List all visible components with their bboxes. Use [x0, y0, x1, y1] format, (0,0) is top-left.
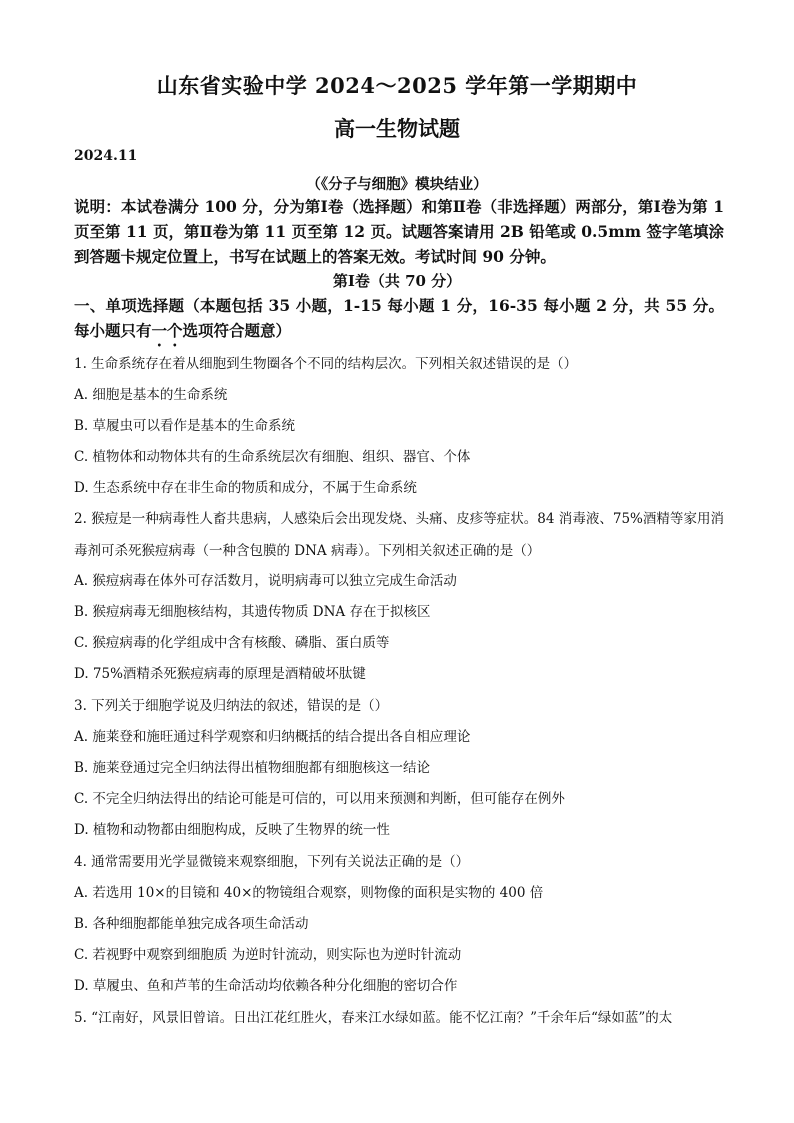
question-3-option-d: D. 植物和动物都由细胞构成，反映了生物界的统一性 [74, 822, 390, 838]
exam-title: 山东省实验中学 2024～2025 学年第一学期期中 [156, 73, 638, 98]
exam-instructions: 说明：本试卷满分 100 分，分为第Ⅰ卷（选择题）和第Ⅱ卷（非选择题）两部分，第Ⅰ卷为第 1 页至第 11 页，第Ⅱ卷为第 11 页至第 12 页。试题答案请用 2B 铅笔或 0.5mm 签字笔填涂到答题卡规定位置上，书写在试题上的答案无效。考试时间 90 分钟。 [74, 197, 724, 266]
question-4-stem: 4. 通常需要用光学显微镜来观察细胞，下列有关说法正确的是（） [74, 854, 470, 870]
question-4-option-a: A. 若选用 10×的目镜和 40×的物镜组合观察，则物像的面积是实物的 400 倍 [74, 885, 544, 901]
exam-subtitle: 高一生物试题 [334, 116, 460, 141]
question-2-option-c: C. 猴痘病毒的化学组成中含有核酸、磷脂、蛋白质等 [74, 635, 390, 651]
question-2-option-d: D. 75%酒精杀死猴痘病毒的原理是酒精破坏肽键 [74, 666, 366, 682]
question-4-option-b: B. 各种细胞都能单独完成各项生命活动 [74, 916, 309, 932]
question-1-option-b: B. 草履虫可以看作是基本的生命系统 [74, 418, 296, 434]
question-4-option-c: C. 若视野中观察到细胞质 为逆时针流动，则实际也为逆时针流动 [74, 947, 462, 963]
question-2-option-b: B. 猴痘病毒无细胞核结构，其遗传物质 DNA 存在于拟核区 [74, 604, 431, 620]
question-4-option-d: D. 草履虫、鱼和芦苇的生命活动均依赖各种分化细胞的密切合作 [74, 978, 458, 994]
question-1-option-d: D. 生态系统中存在非生命的物质和成分，不属于生命系统 [74, 480, 417, 496]
question-2-stem: 2. 猴痘是一种病毒性人畜共患病，人感染后会出现发烧、头痛、皮疹等症状。84 消毒液、75%酒精等家用消毒剂可杀死猴痘病毒（一种含包膜的 DNA 病毒）。下列相关叙述正确的是（） [74, 511, 724, 559]
question-3-option-b: B. 施莱登通过完全归纳法得出植物细胞都有细胞核这一结论 [74, 760, 431, 776]
exam-date: 2024.11 [74, 148, 138, 164]
part-heading-text: 一、单项选择题（本题包括 35 小题，1-15 每小题 1 分，16-35 每小题 2 分，共 55 分。每小题只有 [74, 296, 724, 340]
question-1-stem: 1. 生命系统存在着从细胞到生物圈各个不同的结构层次。下列相关叙述错误的是（） [74, 356, 578, 372]
part-heading [74, 293, 724, 350]
question-1-option-a: A. 细胞是基本的生命系统 [74, 387, 228, 403]
part-heading-emphasis: 一个 [151, 321, 183, 340]
question-1-option-c: C. 植物体和动物体共有的生命系统层次有细胞、组织、器官、个体 [74, 449, 471, 465]
module-note: （《分子与细胞》模块结业） [306, 176, 488, 193]
section-title: 第Ⅰ卷（共 70 分） [332, 272, 462, 290]
question-3-stem: 3. 下列关于细胞学说及归纳法的叙述，错误的是（） [74, 698, 389, 714]
question-3-option-a: A. 施莱登和施旺通过科学观察和归纳概括的结合提出各自相应理论 [74, 729, 471, 745]
question-2-option-a: A. 猴痘病毒在体外可存活数月，说明病毒可以独立完成生命活动 [74, 573, 457, 589]
question-3-option-c: C. 不完全归纳法得出的结论可能是可信的，可以用来预测和判断，但可能存在例外 [74, 791, 565, 807]
question-5-stem: 5. “江南好，风景旧曾谙。日出江花红胜火，春来江水绿如蓝。能不忆江南？”千余年后“绿如蓝”的太 [74, 1010, 673, 1026]
part-heading-text-end: 选项符合题意） [182, 321, 292, 340]
